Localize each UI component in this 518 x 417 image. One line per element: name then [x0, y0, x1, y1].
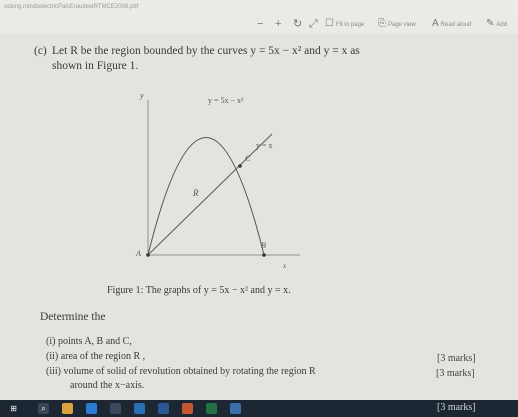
pdf-toolbar [0, 14, 518, 34]
excel-icon[interactable] [206, 403, 217, 414]
point-c-marker [238, 164, 242, 168]
draw-button[interactable] [486, 18, 507, 30]
expand-icon[interactable]: ⤢ [309, 18, 318, 30]
curve-label: y = 5x − x² [208, 96, 244, 105]
page-view-button[interactable] [378, 18, 416, 30]
fit-page-icon: ☐ [325, 18, 334, 29]
page-view-icon: ⎘ [378, 18, 386, 29]
figure-caption: Figure 1: The graphs of y = 5x − x² and y = x. [107, 285, 291, 296]
point-a-marker [146, 253, 150, 257]
y-axis-label: y [140, 91, 144, 100]
page-view-label: Page view [388, 22, 416, 28]
point-b-label: B [261, 241, 266, 250]
edge-icon[interactable] [86, 403, 97, 414]
line-y-equals-x [148, 134, 272, 255]
rotate-icon[interactable]: ↻ [293, 18, 303, 30]
question-part-label: (c) [34, 45, 47, 57]
question-item-1: (i) points A, B and C, [46, 336, 132, 347]
store-icon[interactable] [110, 403, 121, 414]
question-item-2: (ii) area of the region R , [46, 351, 146, 362]
mail-icon[interactable] [134, 403, 145, 414]
x-axis-label: x [283, 262, 287, 270]
draw-label: Add [496, 22, 508, 28]
start-icon[interactable]: ⊞ [10, 404, 17, 413]
fit-to-page-button[interactable] [325, 18, 364, 30]
marks-item-2: [3 marks] [437, 353, 476, 364]
zoom-in-button[interactable]: + [275, 18, 282, 30]
read-aloud-button[interactable] [432, 18, 471, 30]
search-icon[interactable]: ⌕ [38, 403, 49, 414]
word-icon[interactable] [158, 403, 169, 414]
read-aloud-icon: A [432, 18, 439, 29]
zoom-out-button[interactable]: − [257, 18, 264, 30]
region-label: R [193, 188, 199, 198]
address-bar[interactable] [0, 0, 518, 14]
determine-label: Determine the [40, 311, 106, 323]
question-item-3: (iii) volume of solid of revolution obtained by rotating the region R [46, 366, 316, 377]
point-b-marker [262, 253, 266, 257]
question-intro-line2: shown in Figure 1. [52, 60, 139, 72]
photos-icon[interactable] [230, 403, 241, 414]
line-label: y = x [256, 141, 273, 150]
question-item-3-continued: around the x−axis. [70, 380, 145, 391]
fit-to-page-label: Fit to page [335, 22, 365, 28]
read-aloud-label: Read aloud [440, 22, 472, 28]
draw-icon: ✎ [486, 18, 495, 29]
pdf-page [0, 34, 518, 400]
marks-item-4: [3 marks] [437, 402, 476, 413]
question-intro-line1: Let R be the region bounded by the curves y = 5x − x² and y = x as [52, 45, 360, 57]
powerpoint-icon[interactable] [182, 403, 193, 414]
file-explorer-icon[interactable] [62, 403, 73, 414]
marks-item-3: [3 marks] [436, 368, 475, 379]
point-c-label: C [245, 154, 251, 163]
url-text: ocking.mindselectricPalsEraudestRTMCE2008.pdf [4, 4, 139, 10]
taskbar [0, 400, 518, 417]
point-a-label: A [136, 249, 141, 258]
